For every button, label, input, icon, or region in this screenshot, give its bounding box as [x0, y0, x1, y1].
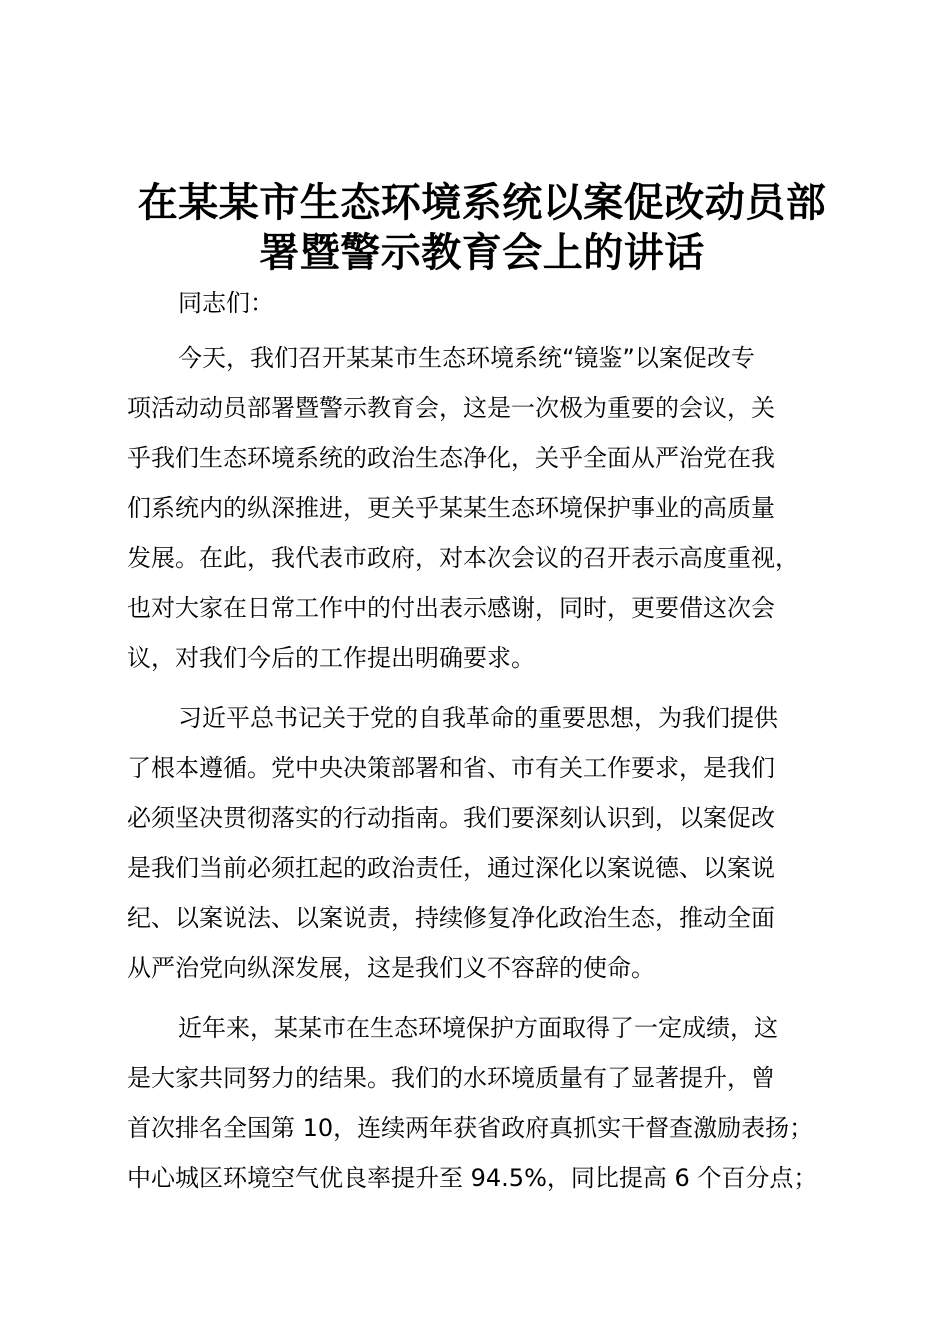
paragraph-line: 习近平总书记关于党的自我革命的重要思想，为我们提供 [178, 704, 778, 732]
paragraph-line: 是我们当前必须扛起的政治责任，通过深化以案说德、以案说 [127, 854, 775, 882]
title-line: 署暨警示教育会上的讲话 [259, 230, 705, 276]
paragraph-line: 发展。在此，我代表市政府，对本次会议的召开表示高度重视， [127, 544, 799, 572]
paragraph-line: 项活动动员部署暨警示教育会，这是一次极为重要的会议，关 [127, 394, 775, 422]
paragraph-line: 近年来，某某市在生态环境保护方面取得了一定成绩，这 [178, 1014, 778, 1042]
title-line: 在某某市生态环境系统以案促改动员部 [137, 180, 827, 226]
paragraph-line: 乎我们生态环境系统的政治生态净化，关乎全面从严治党在我 [127, 444, 775, 472]
paragraph-2 [127, 693, 837, 993]
paragraph-1 [127, 333, 837, 683]
document-title [127, 178, 837, 278]
paragraph-line: 纪、以案说法、以案说责，持续修复净化政治生态，推动全面 [127, 904, 775, 932]
salutation: 同志们： [178, 289, 274, 317]
paragraph-line: 中心城区环境空气优良率提升至 94.5%，同比提高 6 个百分点； [127, 1164, 818, 1192]
paragraph-line: 了根本遵循。党中央决策部署和省、市有关工作要求，是我们 [127, 754, 775, 782]
paragraph-line: 从严治党向纵深发展，这是我们义不容辞的使命。 [127, 954, 655, 982]
paragraph-line: 是大家共同努力的结果。我们的水环境质量有了显著提升，曾 [127, 1064, 775, 1092]
paragraph-line: 也对大家在日常工作中的付出表示感谢，同时，更要借这次会 [127, 594, 775, 622]
paragraph-3 [127, 1003, 837, 1203]
paragraph-line: 议，对我们今后的工作提出明确要求。 [127, 644, 535, 672]
document-page [127, 178, 837, 1203]
paragraph-line: 首次排名全国第 10，连续两年获省政府真抓实干督查激励表扬； [127, 1114, 814, 1142]
paragraph-line: 们系统内的纵深推进，更关乎某某生态环境保护事业的高质量 [127, 494, 775, 522]
paragraph-line: 必须坚决贯彻落实的行动指南。我们要深刻认识到，以案促改 [127, 804, 775, 832]
paragraph-line: 今天，我们召开某某市生态环境系统“镜鉴”以案促改专 [178, 344, 755, 372]
